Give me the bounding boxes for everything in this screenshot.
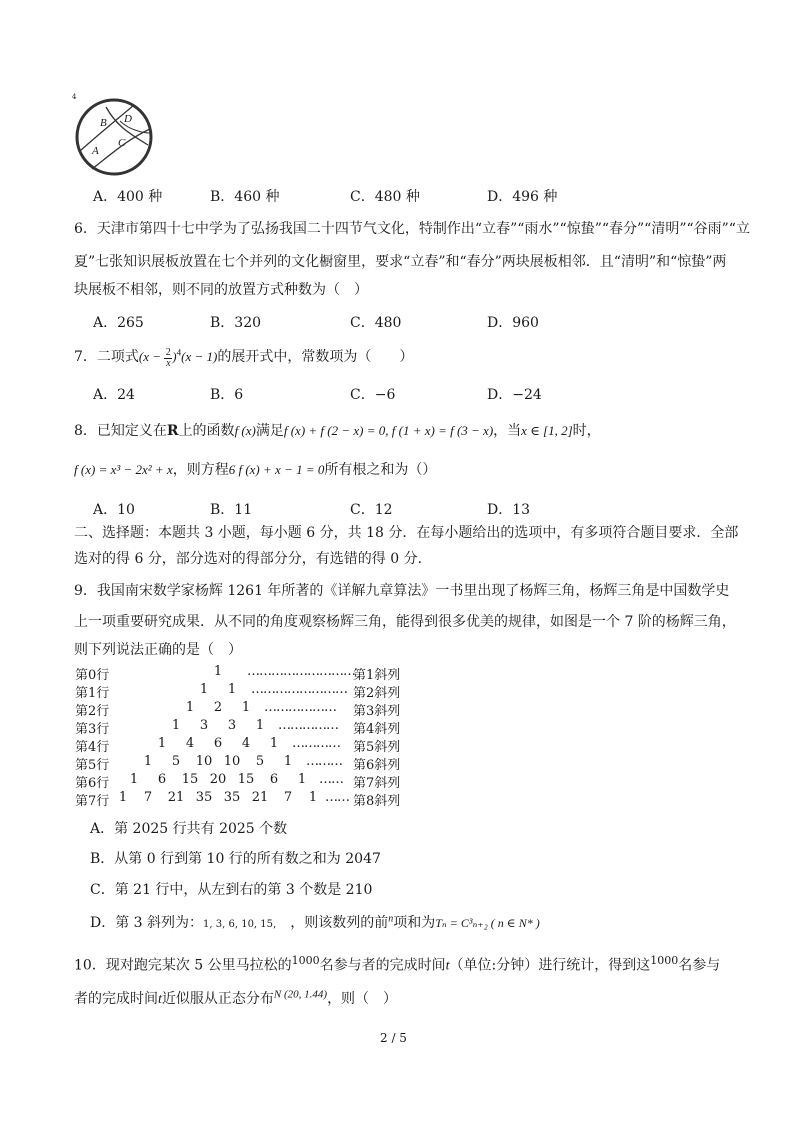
- q9-option-d-mid: ，则该数列的前: [290, 915, 389, 931]
- triangle-number: 4: [241, 736, 251, 751]
- triangle-number: 1: [185, 700, 195, 715]
- q8-prefix: 8．已知定义在: [74, 423, 167, 439]
- triangle-number: 7: [283, 790, 293, 805]
- q7-option-c[interactable]: C．−6: [350, 387, 396, 403]
- diagonal-label: 第7斜列: [353, 776, 401, 791]
- q5-option-a[interactable]: A．400 种: [93, 189, 163, 205]
- q9-option-d-n: n: [388, 913, 394, 925]
- diagonal-label: 第3斜列: [353, 704, 401, 719]
- triangle-number: 1: [171, 718, 181, 733]
- triangle-number: 1: [143, 754, 153, 769]
- diagonal-label: 第2斜列: [353, 686, 401, 701]
- triangle-number: 15: [181, 772, 199, 787]
- q9-line-2: 上一项重要研究成果．从不同的角度观察杨辉三角，能得到很多优美的规律，如图是一个 7 阶的杨辉三角，: [74, 614, 736, 630]
- q9-line-3: 则下列说法正确的是（ ）: [74, 642, 242, 658]
- q7-suffix: 的展开式中，常数项为（ ）: [217, 349, 414, 365]
- q8-mid: 上的函数: [178, 423, 235, 439]
- triangle-number: 1: [297, 772, 307, 787]
- triangle-number: 1: [283, 754, 293, 769]
- triangle-number: 21: [167, 790, 185, 805]
- q8-stem-line-1: [74, 420, 601, 440]
- q10-text-6: 近似服从正态分布: [161, 991, 274, 1007]
- diagonal-label: 第6斜列: [353, 758, 401, 773]
- triangle-number: 5: [255, 754, 265, 769]
- triangle-number: 1: [118, 790, 128, 805]
- row-label: 第3行: [75, 722, 110, 737]
- q10-text-5: 者的完成时间: [74, 991, 158, 1007]
- triangle-number: 1: [308, 790, 318, 805]
- q8-option-c[interactable]: C．12: [350, 502, 393, 518]
- triangle-number: 3: [199, 718, 209, 733]
- section-2-line-2: 选对的得 6 分，部分选对的得部分分，有选错的得 0 分．: [74, 551, 432, 567]
- region-label-b: B: [100, 117, 107, 129]
- triangle-number: 7: [143, 790, 153, 805]
- diagonal-label: 第8斜列: [353, 794, 401, 809]
- q8-stem-line-2: [74, 459, 436, 479]
- q7-expression: [138, 346, 218, 369]
- q6-option-d[interactable]: D．960: [487, 315, 539, 331]
- leader-dots: ……………: [278, 718, 338, 733]
- q9-option-a[interactable]: A．第 2025 行共有 2025 个数: [90, 821, 288, 837]
- row-label: 第5行: [75, 758, 110, 773]
- q7-expr-a: (x −: [138, 349, 165, 364]
- q10-text-1: 10．现对跑完某次 5 公里马拉松的: [74, 957, 292, 974]
- q7-frac-num: 2: [165, 346, 171, 358]
- row-label: 第7行: [75, 794, 110, 809]
- q9-line-1: 9．我国南宋数学家杨辉 1261 年所著的《详解九章算法》一书里出现了杨辉三角，杨辉三角是中国数学史: [74, 583, 730, 599]
- q5-option-b[interactable]: B．460 种: [210, 189, 280, 205]
- q7-expr-c: (x − 1): [181, 349, 218, 364]
- q10-text-3: （单位:分钟）进行统计，得到这: [449, 957, 651, 974]
- q10-text-2: 名参与者的完成时间: [319, 957, 446, 974]
- triangle-number: 10: [195, 754, 213, 769]
- triangle-number: 1: [241, 700, 251, 715]
- q8-definition: f (x) = x³ − 2x² + x: [74, 462, 173, 477]
- triangle-number: 1: [157, 736, 167, 751]
- triangle-number: 3: [227, 718, 237, 733]
- q8-option-a[interactable]: A．10: [93, 502, 135, 518]
- q8-interval: x ∈ [1, 2]: [521, 423, 573, 438]
- q8-real-set: R: [166, 423, 179, 439]
- q10-text-7: ，则（ ）: [327, 991, 398, 1007]
- q7-frac-den: x: [166, 357, 171, 369]
- leader-dots: …………: [292, 736, 340, 751]
- q10-variable-t-2: t: [158, 992, 162, 1007]
- triangle-number: 21: [251, 790, 269, 805]
- row-label: 第2行: [75, 704, 110, 719]
- leader-dots: ………………: [264, 700, 336, 715]
- q7-expr-b: ): [172, 349, 177, 364]
- row-label: 第6行: [75, 776, 110, 791]
- row-label: 第4行: [75, 740, 110, 755]
- leader-dots: ……: [319, 772, 343, 787]
- q9-option-c[interactable]: C．第 21 行中，从左到右的第 3 个数是 210: [90, 882, 373, 898]
- section-2-line-1: 二、选择题：本题共 3 小题，每小题 6 分，共 18 分．在每小题给出的选项中，有多项符合题目要求．全部: [74, 525, 739, 541]
- diagonal-label: 第4斜列: [353, 722, 401, 737]
- triangle-number: 5: [171, 754, 181, 769]
- q6-option-c[interactable]: C．480: [350, 315, 402, 331]
- region-label-a: A: [92, 145, 99, 157]
- q8-condition: f (x) + f (2 − x) = 0, f (1 + x) = f (3 − x): [283, 423, 494, 438]
- q8-option-d[interactable]: D．13: [487, 502, 531, 518]
- leader-dots: ……………………: [251, 682, 347, 697]
- q8-eq-suffix: 所有根之和为（）: [324, 462, 437, 478]
- triangle-number: 35: [195, 790, 213, 805]
- q7-stem: [74, 346, 413, 369]
- q6-option-a[interactable]: A．265: [93, 315, 144, 331]
- q8-satisfy: 满足: [255, 423, 284, 439]
- q10-line-1: [74, 954, 720, 975]
- diagonal-label: 第1斜列: [353, 668, 401, 683]
- diagonal-label: 第5斜列: [353, 740, 401, 755]
- q7-option-b[interactable]: B．6: [210, 387, 244, 403]
- q8-eq-prefix: ，则方程: [172, 462, 229, 478]
- triangle-number: 2: [213, 700, 223, 715]
- q8-when-prefix: ，当: [493, 423, 522, 439]
- q5-option-d[interactable]: D．496 种: [487, 189, 558, 205]
- q8-equation: 6 f (x) + x − 1 = 0: [228, 462, 325, 477]
- q8-option-b[interactable]: B．11: [210, 502, 253, 518]
- triangle-number: 20: [209, 772, 227, 787]
- q10-line-2: [74, 988, 397, 1008]
- q10-variable-t: t: [445, 958, 450, 974]
- q9-option-d-prefix: D．第 3 斜列为：: [90, 915, 204, 931]
- q8-when-suffix: 时，: [572, 423, 601, 439]
- q7-option-d[interactable]: D．−24: [487, 387, 542, 403]
- region-label-c: C: [118, 137, 126, 149]
- q6-line-3: 块展板不相邻，则不同的放置方式种数为（ ）: [74, 282, 368, 298]
- q10-text-4: 名参与: [678, 957, 721, 974]
- q9-option-d-sequence: 1, 3, 6, 10, 15,: [203, 919, 277, 930]
- q6-line-2: 夏”七张知识展板放置在七个并列的文化橱窗里，要求“立春”和“春分”两块展板相邻．且“清明”和“惊蛰”两: [74, 254, 727, 270]
- page-number: 2 / 5: [380, 1031, 407, 1045]
- triangle-number: 1: [213, 664, 223, 679]
- triangle-number: 1: [199, 682, 209, 697]
- q9-option-b[interactable]: B．从第 0 行到第 10 行的所有数之和为 2047: [90, 851, 381, 867]
- triangle-number: 4: [185, 736, 195, 751]
- q5-option-c[interactable]: C．480 种: [350, 189, 420, 205]
- q7-prefix: 7．二项式: [74, 349, 139, 365]
- circle-figure: [70, 93, 160, 177]
- q7-power: 4: [176, 347, 182, 358]
- leader-dots: ………: [306, 754, 342, 769]
- leader-dots: ………………………: [247, 664, 355, 679]
- q6-option-b[interactable]: B．320: [210, 315, 262, 331]
- triangle-number: 10: [223, 754, 241, 769]
- circle-diagram: [70, 93, 160, 177]
- q6-line-1: 6．天津市第四十七中学为了弘扬我国二十四节气文化，特制作出“立春”“雨水”“惊蛰”“春分”“清明”“谷雨”“立: [74, 221, 750, 237]
- q9-option-d-mid2: 项和为: [393, 915, 436, 931]
- q10-count-2: 1000: [650, 954, 679, 967]
- leader-dots: ……: [325, 790, 349, 805]
- triangle-number: 1: [227, 682, 237, 697]
- triangle-number: 1: [269, 736, 279, 751]
- triangle-number: 1: [129, 772, 139, 787]
- region-label-d: D: [124, 113, 132, 125]
- row-label: 第0行: [75, 668, 110, 683]
- yang-hui-triangle: [75, 664, 415, 810]
- triangle-number: 6: [269, 772, 279, 787]
- q7-option-a[interactable]: A．24: [93, 387, 135, 403]
- q8-fx: f (x): [234, 423, 256, 438]
- q9-option-d-formula: Tₙ = C³ₙ₊₂ ( n ∈ N* ): [435, 916, 540, 930]
- triangle-number: 35: [223, 790, 241, 805]
- triangle-number: 6: [157, 772, 167, 787]
- q10-distribution: N (20, 1.44): [273, 988, 328, 1001]
- q10-count-1: 1000: [291, 954, 320, 967]
- row-label: 第1行: [75, 686, 110, 701]
- figure-mark: 4: [72, 93, 77, 101]
- triangle-number: 15: [237, 772, 255, 787]
- q9-option-d[interactable]: [90, 912, 540, 932]
- triangle-number: 1: [255, 718, 265, 733]
- triangle-number: 6: [213, 736, 223, 751]
